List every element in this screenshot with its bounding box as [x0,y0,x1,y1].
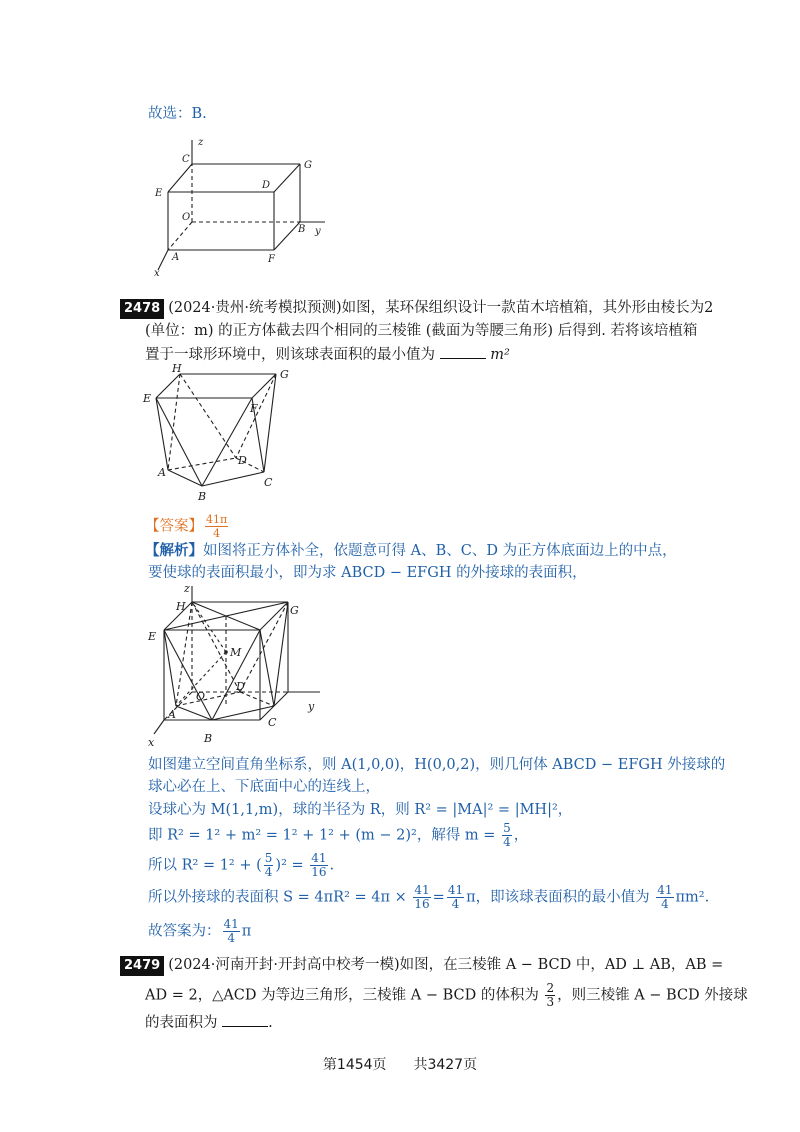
sol4-text: 即 R² = 1² + m² = 1² + 1² + (m − 2)²，解得 m = [148,827,496,844]
q2478-text-1: (2024·贵州·统考模拟预测)如图，某环保组织设计一款苗木培植箱，其外形由棱长为2 [168,300,714,316]
sol5-den: 4 [264,865,273,879]
planter-label: H [172,362,182,375]
solution-line-5: 所以 R² = 1² + ( $\frac{5}{4}$ )² = $\frac{41}{16}$ . [148,851,335,879]
q2479-text-3: 的表面积为 [145,1015,218,1031]
fig1-label: y [315,226,321,237]
fig1-label: z [198,137,204,148]
cube-label: C [268,716,277,729]
analysis-label: 【解析】 [145,543,203,559]
q2479-den: 3 [546,995,555,1009]
sol6-text-a: 所以外接球的表面积 S = 4πR² = 4π × [148,889,407,906]
planter-label: E [143,392,152,405]
cube-label: H [176,600,186,613]
cube-label: O [196,690,206,703]
sol6-text-c: π，即该球表面积的最小值为 [466,889,650,906]
fig1-label: G [304,160,312,171]
fig1-label: E [155,188,163,199]
fig1-label: O [182,212,191,223]
cube-label: z [184,582,190,595]
sol6-d1: 16 [414,897,430,911]
answer-blank [222,1012,268,1027]
q2478-number: 2478 [120,299,164,319]
cube-coordinate-figure [140,582,330,750]
q2478-unit: m² [490,347,510,363]
q2479-line1 [120,955,723,976]
sol5-text-b: )² = [275,857,304,874]
q2479-line2 [145,982,748,1009]
planter-label: B [198,490,207,503]
final-text: 故答案为： [148,923,221,940]
q2479-text-2a: AD = 2，△ACD 为等边三角形，三棱锥 A − BCD 的体积为 [145,987,539,1004]
fig1-label: C [182,154,190,165]
planter-label: F [250,402,258,415]
sol6-d2: 4 [451,897,460,911]
fig1-label: F [268,254,275,265]
sol5-rden: 16 [311,865,327,879]
fig1-label: A [172,252,180,263]
planter-figure [140,362,300,504]
cube-label: y [308,700,315,713]
sol6-n3: 41 [657,883,673,897]
final-pi: π [241,923,252,940]
fig1-label: B [298,224,306,235]
solution-line-2: 球心必在上、下底面中心的连线上， [148,779,380,795]
planter-label: G [280,368,289,381]
answer-numerator: 41π [206,513,228,526]
final-den: 4 [227,931,235,945]
prev-answer-line: 故选：B. [148,106,207,122]
answer-line [145,513,230,540]
sol4-num: 5 [503,821,511,835]
cube-label: M [230,646,242,659]
analysis-text-1: 如图将正方体补全，依题意可得 A、B、C、D 为正方体底面边上的中点， [203,543,677,559]
box-figure-1 [140,132,340,282]
q2479-text-2b: ，则三棱锥 A − BCD 外接球 [557,987,748,1004]
q2478-line2: (单位：m) 的正方体截去四个相同的三棱锥 (截面为等腰三角形) 后得到. 若将该培植箱 [145,323,698,339]
q2479-text-1: (2024·河南开封·开封高中校考一模)如图，在三棱锥 A − BCD 中，AD ⊥ AB，AB = [168,957,724,973]
page-number: 第1454页 [322,1057,387,1073]
total-pages: 共3427页 [413,1057,478,1073]
sol6-text-b: = [432,889,445,906]
cube-label: A [168,708,176,721]
final-answer-line [148,918,251,945]
q2478-line1 [120,298,713,319]
planter-label: C [264,476,273,489]
q2479-line3: 的表面积为 . [145,1012,273,1033]
sol6-text-d: πm². [675,889,710,906]
q2479-number: 2479 [120,956,164,976]
sol4-den: 4 [503,835,511,849]
answer-blank [440,344,486,359]
final-num: 41 [223,917,239,931]
q2479-num: 2 [546,981,555,995]
planter-label: D [238,454,247,467]
solution-line-4: 即 R² = 1² + m² = 1² + 1² + (m − 2)²，解得 m = $\frac{5}{4}$ ， [148,821,529,849]
fig1-label: x [154,268,160,279]
sol6-n2: 41 [447,883,464,897]
q2478-text-3: 置于一球形环境中，则该球表面积的最小值为 [145,347,435,363]
cube-label: E [148,630,157,643]
analysis-line-2: 要使球的表面积最小，即为求 ABCD − EFGH 的外接球的表面积， [148,565,587,581]
cube-label: x [148,736,155,749]
planter-label: A [158,466,166,479]
answer-label: 【答案】 [145,518,203,535]
sol6-n1: 41 [414,883,430,897]
sol5-text-a: 所以 R² = 1² + ( [148,857,262,874]
answer-denominator: 4 [213,527,221,540]
fig1-label: D [262,180,271,191]
cube-label: G [290,604,299,617]
analysis-line-1 [145,541,677,561]
sol5-num: 5 [264,851,273,865]
cube-label: B [204,732,213,745]
solution-line-6 [148,884,709,911]
cube-label: D [236,680,245,693]
solution-line-1: 如图建立空间直角坐标系，则 A(1,0,0)，H(0,0,2)，则几何体 ABCD − EFGH 外接球的 [148,757,726,773]
solution-line-3: 设球心为 M(1,1,m)，球的半径为 R，则 R² = |MA|² = |MH|²， [148,802,573,818]
sol5-rnum: 41 [311,851,327,865]
sol6-d3: 4 [661,897,669,911]
page-footer [0,1054,800,1074]
